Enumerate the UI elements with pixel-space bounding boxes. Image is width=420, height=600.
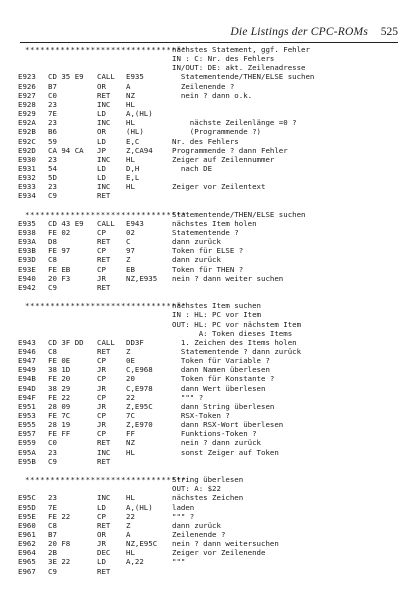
operand: Z	[126, 255, 131, 265]
comment: nein ? dann zurück	[172, 438, 261, 448]
operand: E943	[126, 218, 144, 228]
comment: dann zurück	[172, 237, 221, 247]
opcode-bytes: 23	[48, 99, 57, 109]
address: E95B	[18, 456, 36, 466]
operand: DD3F	[126, 337, 144, 347]
comment: nach DE	[172, 163, 213, 173]
address: E946	[18, 346, 36, 356]
separator-stars: ********************************	[25, 209, 187, 219]
operand: A	[126, 529, 131, 539]
mnemonic: LD	[97, 136, 106, 146]
opcode-bytes: FE 22	[48, 511, 71, 521]
address: E92C	[18, 136, 36, 146]
mnemonic: DEC	[97, 548, 111, 558]
opcode-bytes: FE 22	[48, 392, 71, 402]
opcode-bytes: 23	[48, 447, 57, 457]
address: E930	[18, 154, 36, 164]
address: E943	[18, 337, 36, 347]
operand: HL	[126, 548, 135, 558]
assembly-listing	[0, 45, 420, 595]
address: E92A	[18, 118, 36, 128]
operand: C,E968	[126, 365, 153, 375]
mnemonic: RET	[97, 438, 111, 448]
comment: dann RSX-Wort überlesen	[172, 420, 284, 430]
comment: nein ? dann o.k.	[172, 90, 253, 100]
page-header	[0, 26, 420, 42]
operand: E,C	[126, 136, 140, 146]
comment: nächstes Item holen	[172, 218, 257, 228]
comment: Zeiger vor Zeilenende	[172, 548, 266, 558]
page-number: 525	[380, 26, 398, 38]
comment: Funktions-Token ?	[172, 429, 257, 439]
operand: HL	[126, 182, 135, 192]
mnemonic: OR	[97, 529, 106, 539]
comment: Token für THEN ?	[172, 264, 244, 274]
mnemonic: CP	[97, 411, 106, 420]
mnemonic: RET	[97, 237, 111, 247]
comment: nächste Zeilenlänge =0 ?	[172, 118, 297, 128]
comment: OUT: A: $22	[172, 484, 221, 494]
address: E95E	[18, 511, 36, 521]
mnemonic: JP	[97, 145, 106, 155]
mnemonic: OR	[97, 127, 106, 137]
opcode-bytes: FE FF	[48, 429, 71, 439]
address: E929	[18, 109, 36, 119]
comment: dann zurück	[172, 520, 221, 530]
mnemonic: INC	[97, 182, 111, 192]
opcode-bytes: 2B	[48, 548, 57, 558]
address: E92D	[18, 145, 36, 155]
mnemonic: RET	[97, 90, 111, 100]
opcode-bytes: 28 09	[48, 401, 71, 411]
mnemonic: LD	[97, 163, 106, 173]
comment: Token für Variable ?	[172, 356, 270, 366]
comment: nächstes Item suchen	[172, 301, 261, 311]
address: E947	[18, 356, 36, 366]
opcode-bytes: FE 7C	[48, 411, 71, 420]
mnemonic: RET	[97, 191, 111, 201]
opcode-bytes: C8	[48, 520, 57, 530]
opcode-bytes: 23	[48, 182, 57, 192]
comment: (Programmende ?)	[172, 127, 261, 137]
address: E953	[18, 411, 36, 420]
address: E93E	[18, 264, 36, 274]
opcode-bytes: C9	[48, 456, 57, 466]
operand: (HL)	[126, 127, 144, 137]
address: E961	[18, 529, 36, 539]
operand: HL	[126, 154, 135, 164]
opcode-bytes: 7E	[48, 109, 57, 119]
mnemonic: CP	[97, 228, 106, 237]
address: E93D	[18, 255, 36, 265]
address: E934	[18, 191, 36, 201]
operand: 97	[126, 246, 135, 256]
mnemonic: JR	[97, 401, 106, 411]
mnemonic: CP	[97, 392, 106, 402]
opcode-bytes: C0	[48, 90, 57, 100]
operand: HL	[126, 118, 135, 128]
comment: Zeiger auf Zeilennummer	[172, 154, 275, 164]
mnemonic: RET	[97, 566, 111, 576]
opcode-bytes: 20 F3	[48, 273, 71, 283]
comment: dann Namen überlesen	[172, 365, 270, 375]
mnemonic: CP	[97, 429, 106, 439]
address: E960	[18, 520, 36, 530]
comment: """ ?	[172, 392, 204, 402]
address: E95C	[18, 493, 36, 503]
mnemonic: INC	[97, 154, 111, 164]
opcode-bytes: 5D	[48, 173, 57, 183]
comment: nächstes Zeichen	[172, 493, 244, 503]
mnemonic: CP	[97, 264, 106, 274]
mnemonic: JR	[97, 365, 106, 375]
address: E927	[18, 90, 36, 100]
comment: Programmende ? dann Fehler	[172, 145, 288, 155]
mnemonic: LD	[97, 109, 106, 119]
operand: HL	[126, 99, 135, 109]
address: E92B	[18, 127, 36, 137]
address: E931	[18, 163, 36, 173]
operand: 0E	[126, 356, 135, 366]
operand: NZ,E95C	[126, 539, 158, 549]
address: E967	[18, 566, 36, 576]
mnemonic: LD	[97, 557, 106, 567]
address: E94D	[18, 383, 36, 393]
operand: E,L	[126, 173, 140, 183]
mnemonic: INC	[97, 118, 111, 128]
address: E964	[18, 548, 36, 558]
comment: Token für Konstante ?	[172, 374, 275, 384]
opcode-bytes: 23	[48, 154, 57, 164]
address: E962	[18, 539, 36, 549]
address: E940	[18, 273, 36, 283]
mnemonic: LD	[97, 502, 106, 512]
comment: sonst Zeiger auf Token	[172, 447, 279, 457]
opcode-bytes: B7	[48, 81, 57, 91]
operand: A,(HL)	[126, 502, 153, 512]
opcode-bytes: CD 3F DD	[48, 337, 84, 347]
comment: dann zurück	[172, 255, 221, 265]
mnemonic: CALL	[97, 218, 115, 228]
operand: 7C	[126, 411, 135, 420]
mnemonic: JR	[97, 539, 106, 549]
comment: Token für ELSE ?	[172, 246, 244, 256]
mnemonic: RET	[97, 346, 111, 356]
opcode-bytes: C0	[48, 438, 57, 448]
comment: Statementende ? dann zurück	[172, 346, 302, 356]
opcode-bytes: FE 20	[48, 374, 71, 384]
comment: nächstes Statement, ggf. Fehler	[172, 45, 310, 54]
operand: 20	[126, 374, 135, 384]
mnemonic: OR	[97, 81, 106, 91]
opcode-bytes: C9	[48, 282, 57, 292]
operand: HL	[126, 493, 135, 503]
opcode-bytes: D8	[48, 237, 57, 247]
mnemonic: JR	[97, 383, 106, 393]
comment: Statementende/THEN/ELSE suchen	[172, 209, 306, 219]
operand: E935	[126, 72, 144, 82]
opcode-bytes: FE 02	[48, 228, 71, 237]
address: E923	[18, 72, 36, 82]
address: E93B	[18, 246, 36, 256]
opcode-bytes: CD 35 E9	[48, 72, 84, 82]
comment: """	[172, 557, 186, 567]
opcode-bytes: 7E	[48, 502, 57, 512]
header-rule	[20, 42, 398, 43]
opcode-bytes: 20 F8	[48, 539, 71, 549]
mnemonic: CALL	[97, 72, 115, 82]
opcode-bytes: C9	[48, 191, 57, 201]
operand: Z,E95C	[126, 401, 153, 411]
address: E949	[18, 365, 36, 375]
address: E935	[18, 218, 36, 228]
running-title: Die Listings der CPC-ROMs	[230, 26, 368, 38]
address: E965	[18, 557, 36, 567]
mnemonic: INC	[97, 447, 111, 457]
operand: C	[126, 237, 131, 247]
separator-stars: ********************************	[25, 301, 187, 311]
comment: nein ? dann weitersuchen	[172, 539, 279, 549]
mnemonic: RET	[97, 255, 111, 265]
operand: NZ,E935	[126, 273, 158, 283]
mnemonic: CP	[97, 374, 106, 384]
address: E942	[18, 282, 36, 292]
mnemonic: CP	[97, 356, 106, 366]
comment: Zeilenende ?	[172, 529, 226, 539]
address: E932	[18, 173, 36, 183]
opcode-bytes: 28 19	[48, 420, 71, 430]
operand: A,22	[126, 557, 144, 567]
operand: A	[126, 81, 131, 91]
operand: A,(HL)	[126, 109, 153, 119]
operand: Z,CA94	[126, 145, 153, 155]
operand: Z	[126, 346, 131, 356]
address: E926	[18, 81, 36, 91]
comment: Statementende ?	[172, 228, 239, 237]
operand: 22	[126, 511, 135, 521]
opcode-bytes: 38 1D	[48, 365, 71, 375]
separator-stars: ********************************	[25, 475, 187, 485]
comment: Statementende/THEN/ELSE suchen	[172, 72, 315, 82]
mnemonic: RET	[97, 282, 111, 292]
opcode-bytes: FE 97	[48, 246, 71, 256]
operand: NZ	[126, 90, 135, 100]
comment: OUT: HL: PC vor nächstem Item	[172, 319, 302, 329]
address: E955	[18, 420, 36, 430]
comment: IN/OUT: DE: akt. Zeilenadresse	[172, 63, 306, 73]
comment: A: Token dieses Items	[172, 328, 293, 338]
mnemonic: INC	[97, 493, 111, 503]
mnemonic: JR	[97, 273, 106, 283]
mnemonic: CP	[97, 511, 106, 521]
opcode-bytes: FE 0E	[48, 356, 71, 366]
operand: D,H	[126, 163, 140, 173]
comment: IN : C: Nr. des Fehlers	[172, 54, 275, 64]
address: E95D	[18, 502, 36, 512]
address: E95A	[18, 447, 36, 457]
comment: dann Wert überlesen	[172, 383, 266, 393]
address: E928	[18, 99, 36, 109]
comment: Zeilenende ?	[172, 81, 235, 91]
opcode-bytes: FE EB	[48, 264, 71, 274]
opcode-bytes: CD 43 E9	[48, 218, 84, 228]
address: E933	[18, 182, 36, 192]
comment: nein ? dann weiter suchen	[172, 273, 284, 283]
opcode-bytes: C8	[48, 255, 57, 265]
opcode-bytes: 23	[48, 493, 57, 503]
operand: C,E978	[126, 383, 153, 393]
comment: 1. Zeichen des Items holen	[172, 337, 297, 347]
opcode-bytes: 38 29	[48, 383, 71, 393]
mnemonic: JR	[97, 420, 106, 430]
address: E93A	[18, 237, 36, 247]
mnemonic: RET	[97, 456, 111, 466]
address: E94F	[18, 392, 36, 402]
opcode-bytes: C9	[48, 566, 57, 576]
operand: FF	[126, 429, 135, 439]
mnemonic: RET	[97, 520, 111, 530]
address: E959	[18, 438, 36, 448]
comment: laden	[172, 502, 195, 512]
opcode-bytes: 59	[48, 136, 57, 146]
address: E951	[18, 401, 36, 411]
address: E94B	[18, 374, 36, 384]
opcode-bytes: 3E 22	[48, 557, 71, 567]
comment: dann String überlesen	[172, 401, 275, 411]
separator-stars: ********************************	[25, 45, 187, 54]
comment: Zeiger vor Zeilentext	[172, 182, 266, 192]
opcode-bytes: B7	[48, 529, 57, 539]
operand: EB	[126, 264, 135, 274]
mnemonic: CP	[97, 246, 106, 256]
opcode-bytes: CA 94 CA	[48, 145, 84, 155]
opcode-bytes: 23	[48, 118, 57, 128]
opcode-bytes: B6	[48, 127, 57, 137]
operand: Z	[126, 520, 131, 530]
comment: """ ?	[172, 511, 195, 521]
opcode-bytes: C8	[48, 346, 57, 356]
mnemonic: LD	[97, 173, 106, 183]
opcode-bytes: 54	[48, 163, 57, 173]
address: E957	[18, 429, 36, 439]
comment: String überlesen	[172, 475, 244, 485]
comment: IN : HL: PC vor Item	[172, 310, 261, 320]
mnemonic: CALL	[97, 337, 115, 347]
operand: 02	[126, 228, 135, 237]
operand: NZ	[126, 438, 135, 448]
operand: Z,E970	[126, 420, 153, 430]
comment: RSX-Token ?	[172, 411, 230, 420]
address: E938	[18, 228, 36, 237]
mnemonic: INC	[97, 99, 111, 109]
comment: Nr. des Fehlers	[172, 136, 239, 146]
operand: 22	[126, 392, 135, 402]
operand: HL	[126, 447, 135, 457]
